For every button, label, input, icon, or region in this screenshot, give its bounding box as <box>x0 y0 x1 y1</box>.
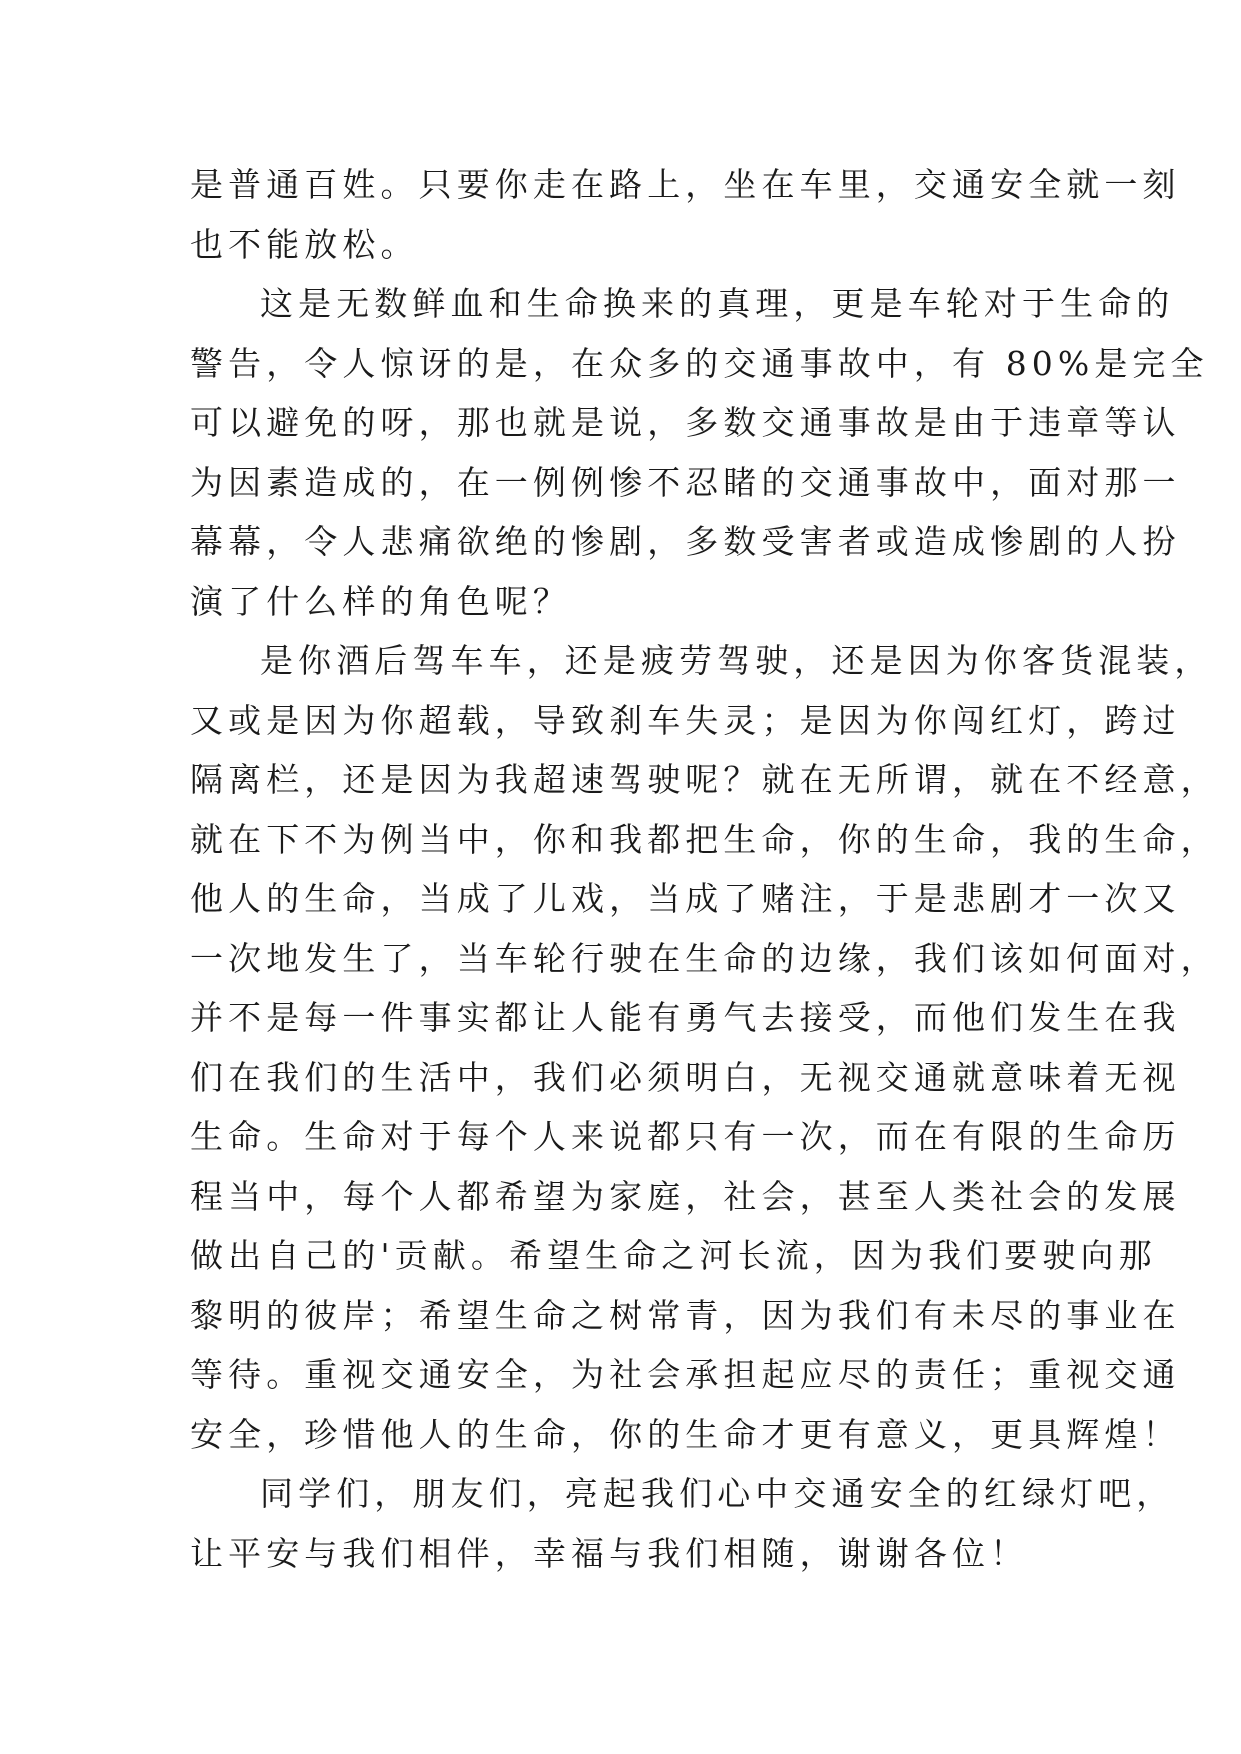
paragraph-3-line-3: 隔离栏，还是因为我超速驾驶呢？就在无所谓，就在不经意， <box>190 760 1219 799</box>
paragraph-2-line-4: 为因素造成的，在一例例惨不忍睹的交通事故中，面对那一 <box>190 462 1181 502</box>
paragraph-3-line-6: 一次地发生了，当车轮行驶在生命的边缘，我们该如何面对， <box>190 938 1219 978</box>
paragraph-3-line-4: 就在下不为例当中，你和我都把生命，你的生命，我的生命， <box>190 819 1219 859</box>
paragraph-2-line-3: 可以避免的呀，那也就是说，多数交通事故是由于违章等认 <box>190 403 1181 442</box>
paragraph-3-line-8: 们在我们的生活中，我们必须明白，无视交通就意味着无视 <box>190 1057 1181 1097</box>
paragraph-1-line-2: 也不能放松。 <box>190 224 419 264</box>
paragraph-1-line-1: 是普通百姓。只要你走在路上，坐在车里，交通安全就一刻 <box>190 165 1181 204</box>
paragraph-2-line-6: 演了什么样的角色呢？ <box>190 581 571 621</box>
paragraph-2-line-1: 这是无数鲜血和生命换来的真理，更是车轮对于生命的 <box>260 284 1175 323</box>
paragraph-3-line-1: 是你酒后驾车车，还是疲劳驾驶，还是因为你客货混装， <box>260 641 1213 680</box>
paragraph-4-line-1: 同学们，朋友们，亮起我们心中交通安全的红绿灯吧， <box>260 1474 1175 1513</box>
paragraph-4-line-2: 让平安与我们相伴，幸福与我们相随，谢谢各位！ <box>190 1533 1029 1573</box>
paragraph-3-line-10: 程当中，每个人都希望为家庭，社会，甚至人类社会的发展 <box>190 1176 1181 1216</box>
paragraph-3-line-9: 生命。生命对于每个人来说都只有一次，而在有限的生命历 <box>190 1117 1181 1156</box>
paragraph-2-line-5: 幕幕，令人悲痛欲绝的惨剧，多数受害者或造成惨剧的人扮 <box>190 522 1181 561</box>
paragraph-3-line-5: 他人的生命，当成了儿戏，当成了赌注，于是悲剧才一次又 <box>190 879 1181 918</box>
paragraph-3-line-2: 又或是因为你超载，导致刹车失灵；是因为你闯红灯，跨过 <box>190 700 1181 740</box>
document-body <box>190 155 1219 1583</box>
paragraph-2-line-2: 警告，令人惊讶的是，在众多的交通事故中，有 80%是完全 <box>190 343 1209 383</box>
paragraph-3-line-13: 等待。重视交通安全，为社会承担起应尽的责任；重视交通 <box>190 1355 1181 1394</box>
paragraph-3-line-11: 做出自己的'贡献。希望生命之河长流，因为我们要驶向那 <box>190 1236 1157 1275</box>
paragraph-3-line-7: 并不是每一件事实都让人能有勇气去接受，而他们发生在我 <box>190 998 1181 1037</box>
paragraph-3-line-12: 黎明的彼岸；希望生命之树常青，因为我们有未尽的事业在 <box>190 1295 1181 1335</box>
paragraph-3-line-14: 安全，珍惜他人的生命，你的生命才更有意义，更具辉煌！ <box>190 1414 1181 1454</box>
